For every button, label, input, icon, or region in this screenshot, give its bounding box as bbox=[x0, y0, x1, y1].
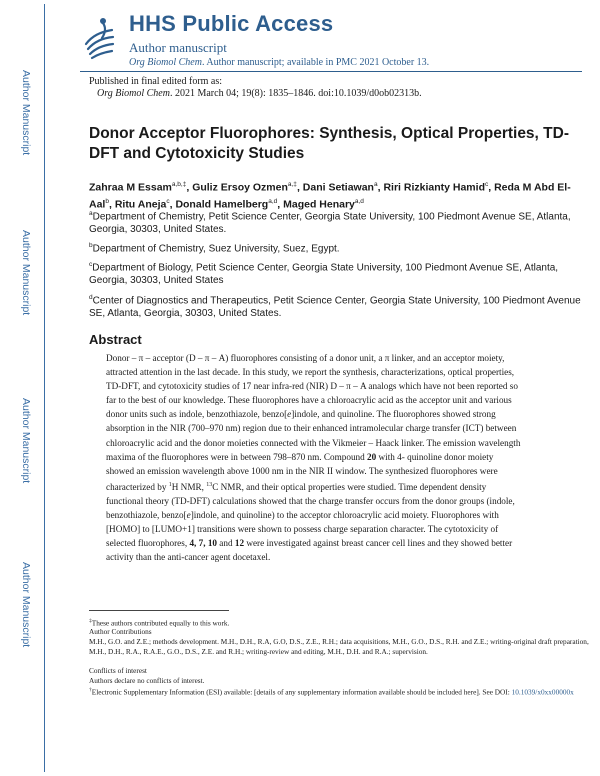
author-manuscript-sidebar bbox=[0, 0, 50, 776]
author-name: Reda M Abd El-Aal bbox=[89, 181, 571, 210]
abstract-text: were investigated against breast cancer cell lines and they showed better activity than the anti-cancer agent docetaxel. bbox=[106, 538, 513, 563]
citation-details: . 2021 March 04; 19(8): 1835–1846. doi:10.1039/d0ob02313b. bbox=[169, 88, 422, 99]
affiliation-text: Center of Diagnostics and Therapeutics, Petit Science Center, Georgia State University, 100 Piedmont Avenue SE, Atlanta, Georgia, 30303, United States. bbox=[89, 295, 581, 320]
footnote-rule bbox=[89, 610, 229, 611]
header-rule bbox=[80, 71, 582, 72]
footnote-conflicts: Authors declare no conflicts of interest. bbox=[89, 676, 205, 685]
compound-number: 12 bbox=[234, 538, 245, 549]
author-affil: b bbox=[105, 197, 109, 205]
isotope-sup: 1 bbox=[168, 481, 172, 488]
compound-number: 4, 7, 10 bbox=[189, 538, 217, 549]
author-manuscript-label: Author manuscript bbox=[129, 40, 227, 55]
article-title: Donor Acceptor Fluorophores: Synthesis, Optical Properties, TD-DFT and Cytotoxicity Studies bbox=[89, 125, 569, 162]
affiliation-mark: d bbox=[89, 294, 93, 301]
author-name: Ritu Aneja bbox=[114, 198, 167, 210]
affiliation-text: Department of Chemistry, Suez University, Suez, Egypt. bbox=[92, 243, 340, 255]
affiliation bbox=[89, 291, 589, 320]
hhs-public-access-title: HHS Public Access bbox=[129, 11, 334, 36]
abstract-body bbox=[106, 351, 522, 564]
footnote-text: Electronic Supplementary Information (ESI) available: [details of any supplementary information available should be included here]. See DOI: bbox=[91, 687, 512, 697]
abstract-italic: e bbox=[186, 510, 191, 521]
footnote-contrib: M.H., G.O. and Z.E.; methods development. M.H., D.H., R.A, G.O, D.S., Z.E., R.H.; data acquisitions, M.H., G.O., D.S., R.H. and Z.E.; writing-original draft preparation, M.H., D.H., R.A., R.A.E., G.O., D.S., Z.E. and R.H.; writing-review and editing, M.H., D.H. and R.A.; supervision. bbox=[89, 637, 589, 656]
author-affil: a,d bbox=[354, 197, 364, 205]
affiliation-text: Department of Biology, Petit Science Center, Georgia State University, 100 Piedmont Avenue SE, Atlanta, Georgia, 30303, United States bbox=[89, 262, 559, 287]
availability-text: . Author manuscript; available in PMC 2021 October 13. bbox=[201, 57, 430, 68]
author-name: Donald Hamelberg bbox=[175, 198, 269, 210]
compound-number: 20 bbox=[367, 451, 377, 462]
hhs-eagle-logo-icon bbox=[82, 14, 116, 62]
footnote-esi bbox=[89, 686, 589, 697]
sidebar-label: Author Manuscript bbox=[20, 230, 32, 316]
author-name: Riri Rizkianty Hamid bbox=[383, 181, 485, 194]
author-name: Maged Henary bbox=[283, 198, 355, 210]
author-name: Guliz Ersoy Ozmen bbox=[192, 181, 288, 194]
footnote-mark: † bbox=[89, 687, 92, 693]
abstract-text: H NMR, bbox=[171, 481, 207, 492]
abstract-text: and bbox=[217, 538, 235, 549]
abstract-text: C NMR, and their optical properties were studied. Time dependent density functional theory (TD-DFT) calculations showed that the charge transfer occurs from the donor groups (indole, benzothiazole, benzo[ bbox=[106, 481, 515, 521]
footnote-conflicts-heading: Conflicts of interest bbox=[89, 666, 147, 675]
abstract-text: Donor – π – acceptor (D – π – A) fluorophores consisting of a donor unit, a π linker, and an acceptor moiety, attracted attention in the last decade. In this study, we report the synthesis, characterizations, optical properties, TD-DFT, and cytotoxicity studies of 17 near infra-red (NIR) D – π – A analogs which have not been reported so far to the best of our knowledge. These fluorophores have a chloroacrylic acid as the acceptor unit and various donor units such as indole, benzothiazole, benzo[ bbox=[106, 353, 518, 420]
abstract-heading: Abstract bbox=[89, 332, 142, 347]
affiliation-mark: c bbox=[89, 261, 93, 268]
author-affil: a,‡ bbox=[287, 181, 297, 188]
author-name: Dani Setiawan bbox=[302, 181, 374, 194]
author-affil: c bbox=[166, 197, 170, 205]
footnote-mark: ‡ bbox=[89, 618, 92, 624]
affiliation bbox=[89, 207, 589, 236]
author-affil: a,b,‡ bbox=[171, 181, 187, 188]
author-name: Zahraa M Essam bbox=[89, 181, 172, 194]
abstract-text: ]indole, and quinoline. The fluorophores showed strong absorption in the NIR (700–970 nm) region due to their enhanced intramolecular charge transfer (ICT) between chloroacrylic acid and the donor moieties connected with the Vikmeier – Haack linker. The emission wavelength maxima of the fluorophores were in between 798–870 nm. Compound bbox=[106, 409, 521, 462]
journal-name: Org Biomol Chem bbox=[129, 57, 202, 68]
footnote-text: These authors contributed equally to this work. bbox=[91, 618, 230, 628]
sidebar-label: Author Manuscript bbox=[20, 398, 32, 484]
footnote-contrib-heading: Author Contributions bbox=[89, 627, 152, 636]
published-label: Published in final edited form as: bbox=[89, 76, 223, 87]
abstract-text: with 4- quinoline donor moiety showed an emission wavelength above 1000 nm in the NIR II window. The synthesized fluorophores were characterized by bbox=[106, 451, 498, 492]
author-affil: c bbox=[484, 181, 489, 188]
abstract-italic: e bbox=[287, 409, 292, 420]
citation-line bbox=[97, 88, 422, 99]
abstract-text: ]indole, and quinoline) to the acceptor chloroacrylic acid moiety. Fluorophores with [HOMO] to [LUMO+1] transitions were shown to possess charge separation character. The cytotoxicity of selected fluorophores, bbox=[106, 510, 499, 549]
affiliation-text: Department of Chemistry, Petit Science Center, Georgia State University, 100 Piedmont Avenue SE, Atlanta, Georgia, 30303, United States. bbox=[89, 211, 571, 236]
affiliation-mark: b bbox=[89, 242, 93, 249]
affiliation-mark: a bbox=[89, 210, 93, 217]
availability-line bbox=[129, 57, 429, 68]
sidebar-label: Author Manuscript bbox=[20, 562, 32, 648]
author-affil: a,d bbox=[268, 197, 278, 205]
doi-link[interactable]: 10.1039/x0xx00000x bbox=[511, 687, 574, 697]
citation-journal: Org Biomol Chem bbox=[97, 88, 170, 99]
sidebar-divider bbox=[44, 4, 45, 772]
affiliation bbox=[89, 239, 589, 255]
author-affil: a bbox=[373, 181, 378, 188]
sidebar-label: Author Manuscript bbox=[20, 70, 32, 156]
author-list: Zahraa M Essam$^{a,b,\ddagger}$, Guliz Ersoy Ozmen$^{a,\ddagger}$, Dani Setiawan$^a$, Riri Rizkianty Hamid$^c$, Reda M Abd El-Aal$^b$, Ritu Aneja$^c$, Donald Hamelberg$^{a,d}$, Maged Henary$^{a,d}$ bbox=[89, 181, 571, 210]
isotope-sup: 13 bbox=[206, 481, 213, 488]
affiliation bbox=[89, 258, 589, 287]
